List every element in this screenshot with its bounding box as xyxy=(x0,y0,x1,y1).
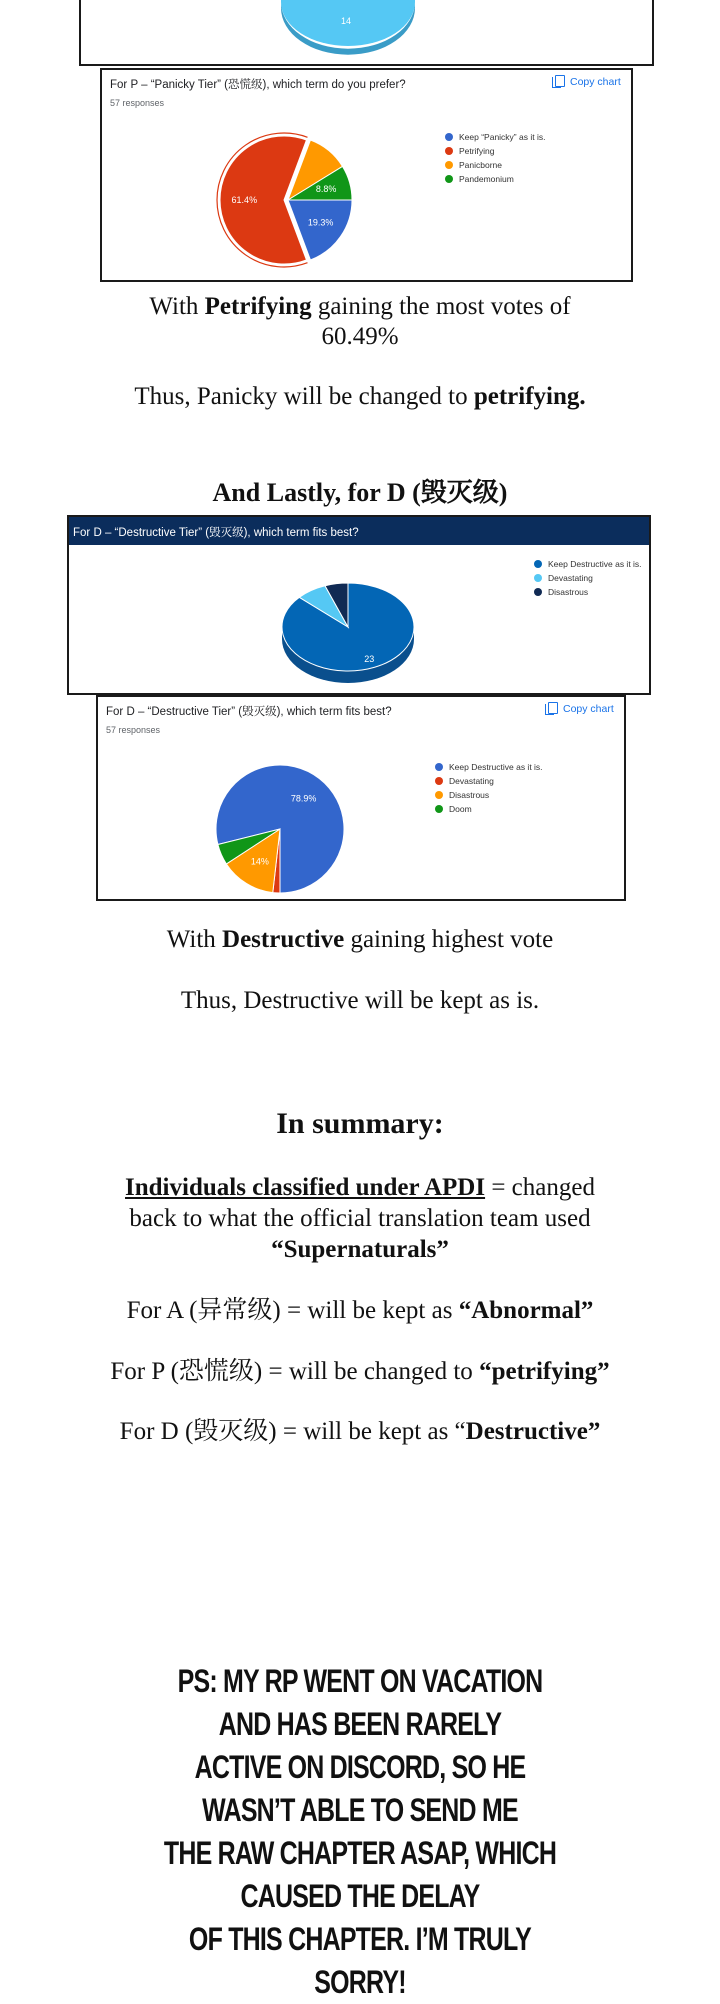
chart-p-title: For P – “Panicky Tier” (恐慌级), which term do you prefer? xyxy=(110,79,406,91)
text-fragment: With xyxy=(149,293,205,320)
text-fragment: gaining highest vote xyxy=(344,926,554,953)
chart-d-legend xyxy=(435,760,543,816)
apdi-summary-text xyxy=(0,1172,720,1265)
copy-chart-label: Copy chart xyxy=(570,75,621,88)
ps-line: THE RAW CHAPTER ASAP, WHICH CAUSED THE DELAY xyxy=(163,1835,557,1914)
chart-d-dark-title: For D – “Destructive Tier” (毁灭级), which term fits best? xyxy=(73,527,359,539)
summary-a-line xyxy=(0,1290,720,1326)
legend-swatch xyxy=(534,560,542,568)
legend-item xyxy=(445,144,545,158)
legend-item xyxy=(445,158,545,172)
text-fragment: back to what the official translation team used xyxy=(129,1205,591,1232)
chart-p-responses: 57 responses xyxy=(110,98,165,108)
legend-label: Petrifying xyxy=(459,146,495,156)
panicky-change-text xyxy=(0,383,720,411)
legend-swatch xyxy=(534,574,542,582)
legend-item xyxy=(534,571,642,585)
petrifying-result-text xyxy=(0,292,720,352)
legend-item xyxy=(534,585,642,599)
legend-label: Devastating xyxy=(548,573,593,583)
legend-swatch xyxy=(445,175,453,183)
destructive-kept-text: Thus, Destructive will be kept as is. xyxy=(180,987,540,1014)
legend-swatch xyxy=(435,791,443,799)
pie-label: 19.3% xyxy=(307,217,334,228)
summary-d-line xyxy=(0,1411,720,1447)
legend-swatch xyxy=(445,161,453,169)
text-fragment: = changed xyxy=(485,1174,595,1201)
summary-p-line xyxy=(0,1351,720,1387)
chart-d-dark-pie xyxy=(69,517,653,697)
percent-text: 60.49% xyxy=(321,323,399,350)
apdi-underlined: Individuals classified under APDI xyxy=(125,1174,486,1201)
supernaturals-bold: “Supernaturals” xyxy=(271,1236,449,1263)
legend-label: Keep Destructive as it is. xyxy=(548,559,642,569)
text-fragment: For D (毁灭级) = will be kept as “ xyxy=(119,1418,466,1445)
chart-p-card xyxy=(100,68,633,282)
legend-swatch xyxy=(435,777,443,785)
legend-label: Pandemonium xyxy=(459,174,514,184)
legend-label: Devastating xyxy=(449,776,494,786)
petrifying-bold: Petrifying xyxy=(204,293,312,320)
ps-line: OF THIS CHAPTER. I’M TRULY SORRY! xyxy=(188,1921,532,2000)
legend-item xyxy=(435,774,543,788)
legend-item xyxy=(435,788,543,802)
text-fragment: For P (恐慌级) = will be changed to xyxy=(110,1358,480,1385)
legend-swatch xyxy=(435,763,443,771)
destructive-bold: Destructive” xyxy=(465,1418,601,1445)
legend-swatch xyxy=(435,805,443,813)
legend-label: Panicborne xyxy=(459,160,503,170)
legend-item xyxy=(435,802,543,816)
pie-label: 14% xyxy=(250,856,269,867)
destructive-bold: Destructive xyxy=(222,926,345,953)
legend-label: Keep Destructive as it is. xyxy=(449,762,543,772)
chart-d-dark-card xyxy=(67,515,651,695)
top-chart-frame xyxy=(79,0,654,66)
abnormal-bold: “Abnormal” xyxy=(458,1297,594,1324)
pie-label: 8.8% xyxy=(315,184,337,195)
text-fragment: Thus, Panicky will be changed to xyxy=(134,383,474,410)
pie-label: 23 xyxy=(364,654,375,665)
legend-label: Keep “Panicky” as it is. xyxy=(459,132,546,142)
legend-label: Disastrous xyxy=(449,790,490,800)
summary-heading: In summary: xyxy=(276,1107,444,1140)
chart-p-pie xyxy=(102,70,635,284)
legend-swatch xyxy=(445,147,453,155)
chart-d-dark-legend xyxy=(534,557,642,599)
legend-item xyxy=(534,557,642,571)
petrifying-bold: petrifying. xyxy=(473,383,586,410)
legend-label: Disastrous xyxy=(548,587,589,597)
ps-line: PS: MY RP WENT ON VACATION AND HAS BEEN RARELY xyxy=(177,1663,543,1742)
text-fragment: With xyxy=(166,926,223,953)
chart-d-pie xyxy=(98,697,628,903)
text-fragment: gaining the most votes of xyxy=(311,293,571,320)
legend-swatch xyxy=(534,588,542,596)
pie-label: 61.4% xyxy=(231,195,258,205)
pie-label: 78.9% xyxy=(290,793,317,804)
chart-d-card xyxy=(96,695,626,901)
chart-d-responses: 57 responses xyxy=(106,725,161,735)
legend-item xyxy=(445,130,545,144)
top-pie-chart xyxy=(81,0,656,68)
lastly-heading: And Lastly, for D (毁灭级) xyxy=(212,478,508,507)
chart-p-legend xyxy=(445,130,545,186)
destructive-result-text xyxy=(0,926,720,954)
legend-item xyxy=(445,172,545,186)
text-fragment: For A (异常级) = will be kept as xyxy=(126,1297,459,1324)
top-pie-label: 14 xyxy=(340,16,352,26)
copy-chart-label: Copy chart xyxy=(563,702,614,715)
ps-line: ACTIVE ON DISCORD, SO HE WASN’T ABLE TO SEND ME xyxy=(194,1749,526,1828)
ps-note xyxy=(149,1660,570,2004)
legend-item xyxy=(435,760,543,774)
legend-swatch xyxy=(445,133,453,141)
legend-label: Doom xyxy=(449,804,472,814)
chart-d-title: For D – “Destructive Tier” (毁灭级), which term fits best? xyxy=(106,706,392,718)
petrifying-bold: “petrifying” xyxy=(479,1358,610,1385)
